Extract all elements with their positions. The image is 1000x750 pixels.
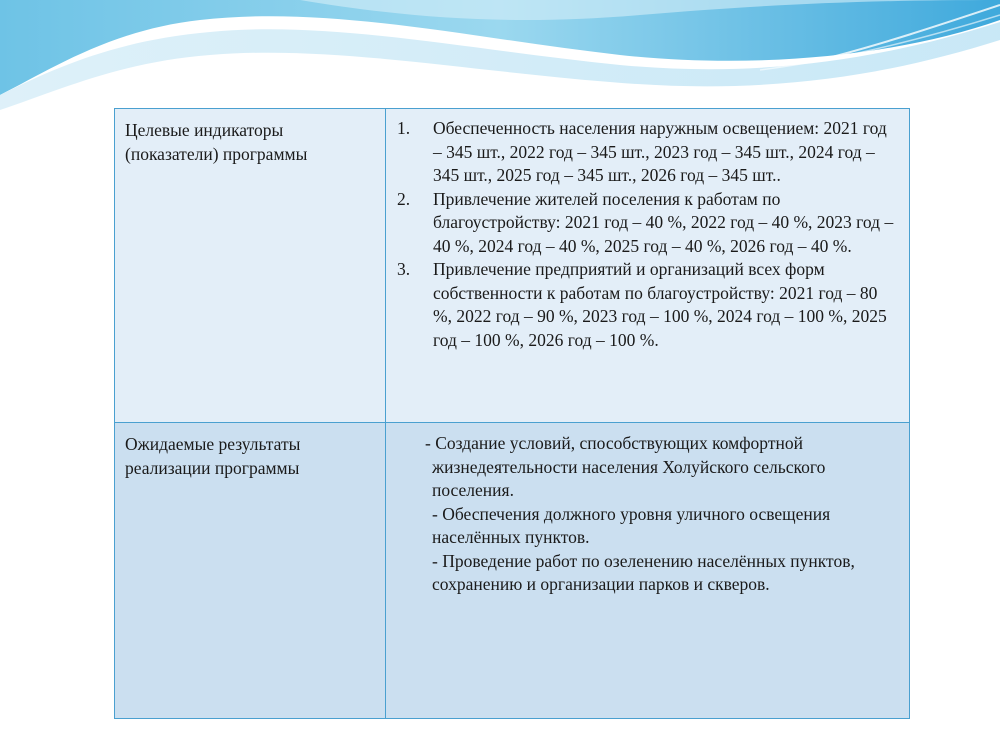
list-item-text: Привлечение жителей поселения к работам по благоустройству: 2021 год – 40 %, 2022 год – 40 %, 2023 год – 40 %, 2024 год – 40 %, 2025 год – 40 %, 2026 год – 40 %. [433, 188, 894, 256]
indicators-label: Целевые индикаторы (показатели) программы [125, 120, 308, 164]
list-item-number: 1. [397, 118, 411, 138]
table-row-indicators [115, 109, 910, 423]
list-item [386, 117, 897, 188]
list-item-number: 3. [397, 259, 411, 279]
results-list [386, 423, 909, 597]
indicators-content-cell [386, 109, 910, 423]
result-item: - Создание условий, способствующих комфортной жизнедеятельности населения Холуйского сельского поселения. [425, 433, 826, 500]
indicators-list [386, 109, 909, 352]
result-item: - Обеспечения должного уровня уличного освещения населённых пунктов. [432, 503, 831, 547]
decorative-wave-header [0, 0, 1000, 120]
list-item-text: Обеспеченность населения наружным освещением: 2021 год – 345 шт., 2022 год – 345 шт., 2023 год – 345 шт., 2024 год – 345 шт., 2025 год – 345 шт., 2026 год – 345 шт.. [433, 118, 887, 185]
table-row-results [115, 423, 910, 719]
results-label-cell [115, 423, 386, 719]
list-item-number: 2. [397, 188, 411, 209]
results-content-cell [386, 423, 910, 719]
result-item: - Проведение работ по озеленению населённых пунктов, сохранению и организации парков и скверов. [432, 550, 855, 594]
list-item [386, 258, 897, 352]
list-item-text: Привлечение предприятий и организаций всех форм собственности к работам по благоустройству: 2021 год – 80 %, 2022 год – 90 %, 2023 год – 100 %, 2024 год – 100 %, 2025 год – 100 %, 2026 год – 100 %. [433, 259, 887, 350]
results-label: Ожидаемые результаты реализации программы [125, 434, 301, 478]
indicators-label-cell [115, 109, 386, 423]
program-table [114, 108, 910, 719]
list-item [386, 188, 897, 259]
